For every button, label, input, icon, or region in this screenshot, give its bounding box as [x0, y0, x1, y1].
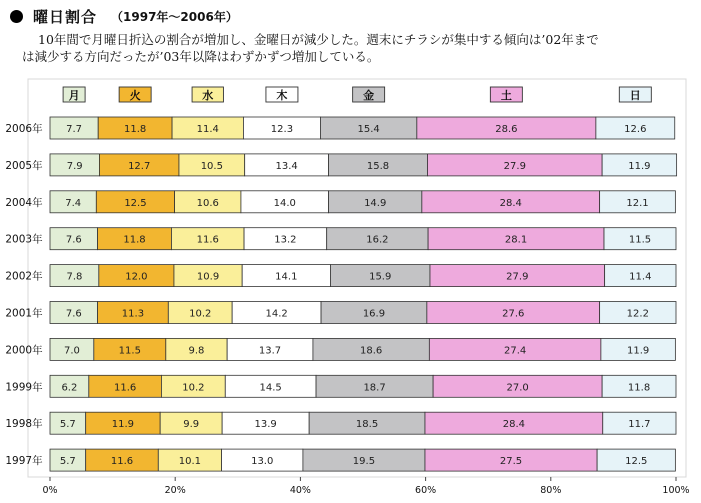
year-label: 2006年: [5, 123, 43, 135]
data-label: 27.9: [506, 271, 529, 283]
data-label: 18.6: [360, 345, 383, 357]
data-label: 7.4: [65, 197, 82, 209]
data-label: 11.7: [628, 419, 651, 431]
data-label: 9.9: [183, 419, 200, 431]
data-label: 13.7: [258, 345, 282, 357]
data-label: 13.0: [251, 456, 274, 468]
data-label: 27.5: [499, 456, 523, 468]
data-label: 11.8: [627, 382, 651, 394]
x-tick-label: 0%: [42, 485, 58, 496]
data-label: 10.2: [189, 308, 212, 320]
year-label: 1999年: [5, 381, 43, 394]
chart-title: 曜日割合: [33, 7, 98, 26]
data-label: 7.6: [65, 234, 82, 246]
data-label: 10.9: [196, 271, 220, 283]
data-label: 11.6: [110, 456, 134, 468]
data-label: 10.6: [196, 197, 219, 209]
legend-label: 日: [629, 89, 641, 102]
description-line-1: 10年間で月曜日折込の割合が増加し、金曜日が減少した。週末にチラシが集中する傾向は’02年まで: [38, 32, 599, 47]
data-label: 14.5: [259, 382, 282, 394]
data-label: 10.1: [178, 456, 202, 468]
data-label: 12.1: [626, 197, 649, 209]
data-label: 13.9: [254, 419, 277, 431]
data-label: 12.5: [124, 197, 147, 209]
data-label: 19.5: [352, 456, 376, 468]
year-label: 2004年: [5, 196, 43, 209]
data-label: 7.7: [66, 124, 83, 135]
data-label: 5.7: [59, 456, 76, 468]
data-label: 27.9: [503, 160, 526, 172]
year-label: 2002年: [5, 270, 43, 283]
data-label: 13.2: [274, 234, 297, 246]
data-label: 27.6: [502, 308, 525, 320]
data-label: 11.9: [111, 419, 135, 431]
data-label: 15.8: [366, 160, 390, 172]
x-tick-label: 60%: [415, 485, 437, 496]
data-label: 16.9: [362, 308, 386, 320]
data-label: 11.4: [196, 124, 219, 135]
data-label: 27.0: [506, 382, 529, 394]
data-label: 11.6: [196, 234, 219, 246]
data-label: 7.0: [63, 345, 80, 357]
data-label: 11.6: [113, 382, 137, 394]
x-tick-label: 40%: [289, 485, 311, 496]
legend-label: 月: [68, 89, 80, 102]
data-label: 14.0: [273, 197, 296, 209]
description-line-2: は減少する方向だったが’03年以降はわずかずつ増加している。: [22, 49, 380, 64]
legend-label: 水: [202, 89, 214, 102]
data-label: 15.4: [357, 124, 380, 135]
data-label: 11.3: [121, 308, 145, 320]
year-label: 2000年: [5, 344, 43, 357]
data-label: 28.4: [502, 419, 525, 431]
data-label: 10.2: [182, 382, 205, 394]
data-label: 11.9: [626, 345, 650, 357]
data-label: 11.8: [124, 124, 147, 135]
data-label: 12.0: [125, 271, 148, 283]
data-label: 11.8: [123, 234, 146, 246]
x-tick-label: 100%: [662, 485, 690, 496]
year-label: 2001年: [5, 307, 43, 320]
data-label: 11.9: [628, 160, 651, 172]
data-label: 14.1: [275, 271, 298, 283]
data-label: 28.6: [495, 124, 518, 135]
data-label: 5.7: [59, 419, 76, 431]
data-label: 14.9: [364, 197, 387, 209]
data-label: 27.4: [503, 345, 527, 357]
data-label: 9.8: [188, 345, 205, 357]
data-label: 18.5: [355, 419, 379, 431]
data-label: 11.4: [629, 271, 652, 283]
data-label: 12.5: [625, 456, 648, 468]
data-label: 12.3: [270, 124, 294, 135]
year-label: 2003年: [5, 233, 43, 246]
data-label: 28.1: [504, 234, 528, 246]
x-tick-label: 20%: [164, 485, 186, 496]
year-label: 2005年: [5, 159, 43, 172]
legend-label: 火: [129, 89, 141, 102]
x-tick-label: 80%: [540, 485, 562, 496]
year-label: 1998年: [5, 418, 43, 431]
data-label: 28.4: [499, 197, 522, 209]
data-label: 13.4: [275, 160, 298, 172]
chart-subtitle: （1997年～2006年）: [111, 9, 238, 24]
year-label: 1997年: [5, 455, 43, 468]
data-label: 16.2: [366, 234, 389, 246]
data-label: 7.8: [66, 271, 83, 283]
legend-label: 土: [500, 89, 512, 102]
data-label: 12.6: [624, 124, 647, 135]
data-label: 11.5: [118, 345, 141, 357]
data-label: 12.7: [128, 160, 151, 172]
data-label: 10.5: [200, 160, 223, 172]
data-label: 14.2: [265, 308, 288, 320]
data-label: 12.2: [626, 308, 649, 320]
legend-label: 金: [363, 89, 375, 102]
data-label: 18.7: [363, 382, 386, 394]
data-label: 7.9: [66, 160, 83, 172]
data-label: 7.6: [65, 308, 82, 320]
data-label: 6.2: [61, 382, 78, 394]
data-label: 11.5: [628, 234, 652, 246]
legend-label: 木: [276, 89, 288, 102]
data-label: 15.9: [369, 271, 392, 283]
